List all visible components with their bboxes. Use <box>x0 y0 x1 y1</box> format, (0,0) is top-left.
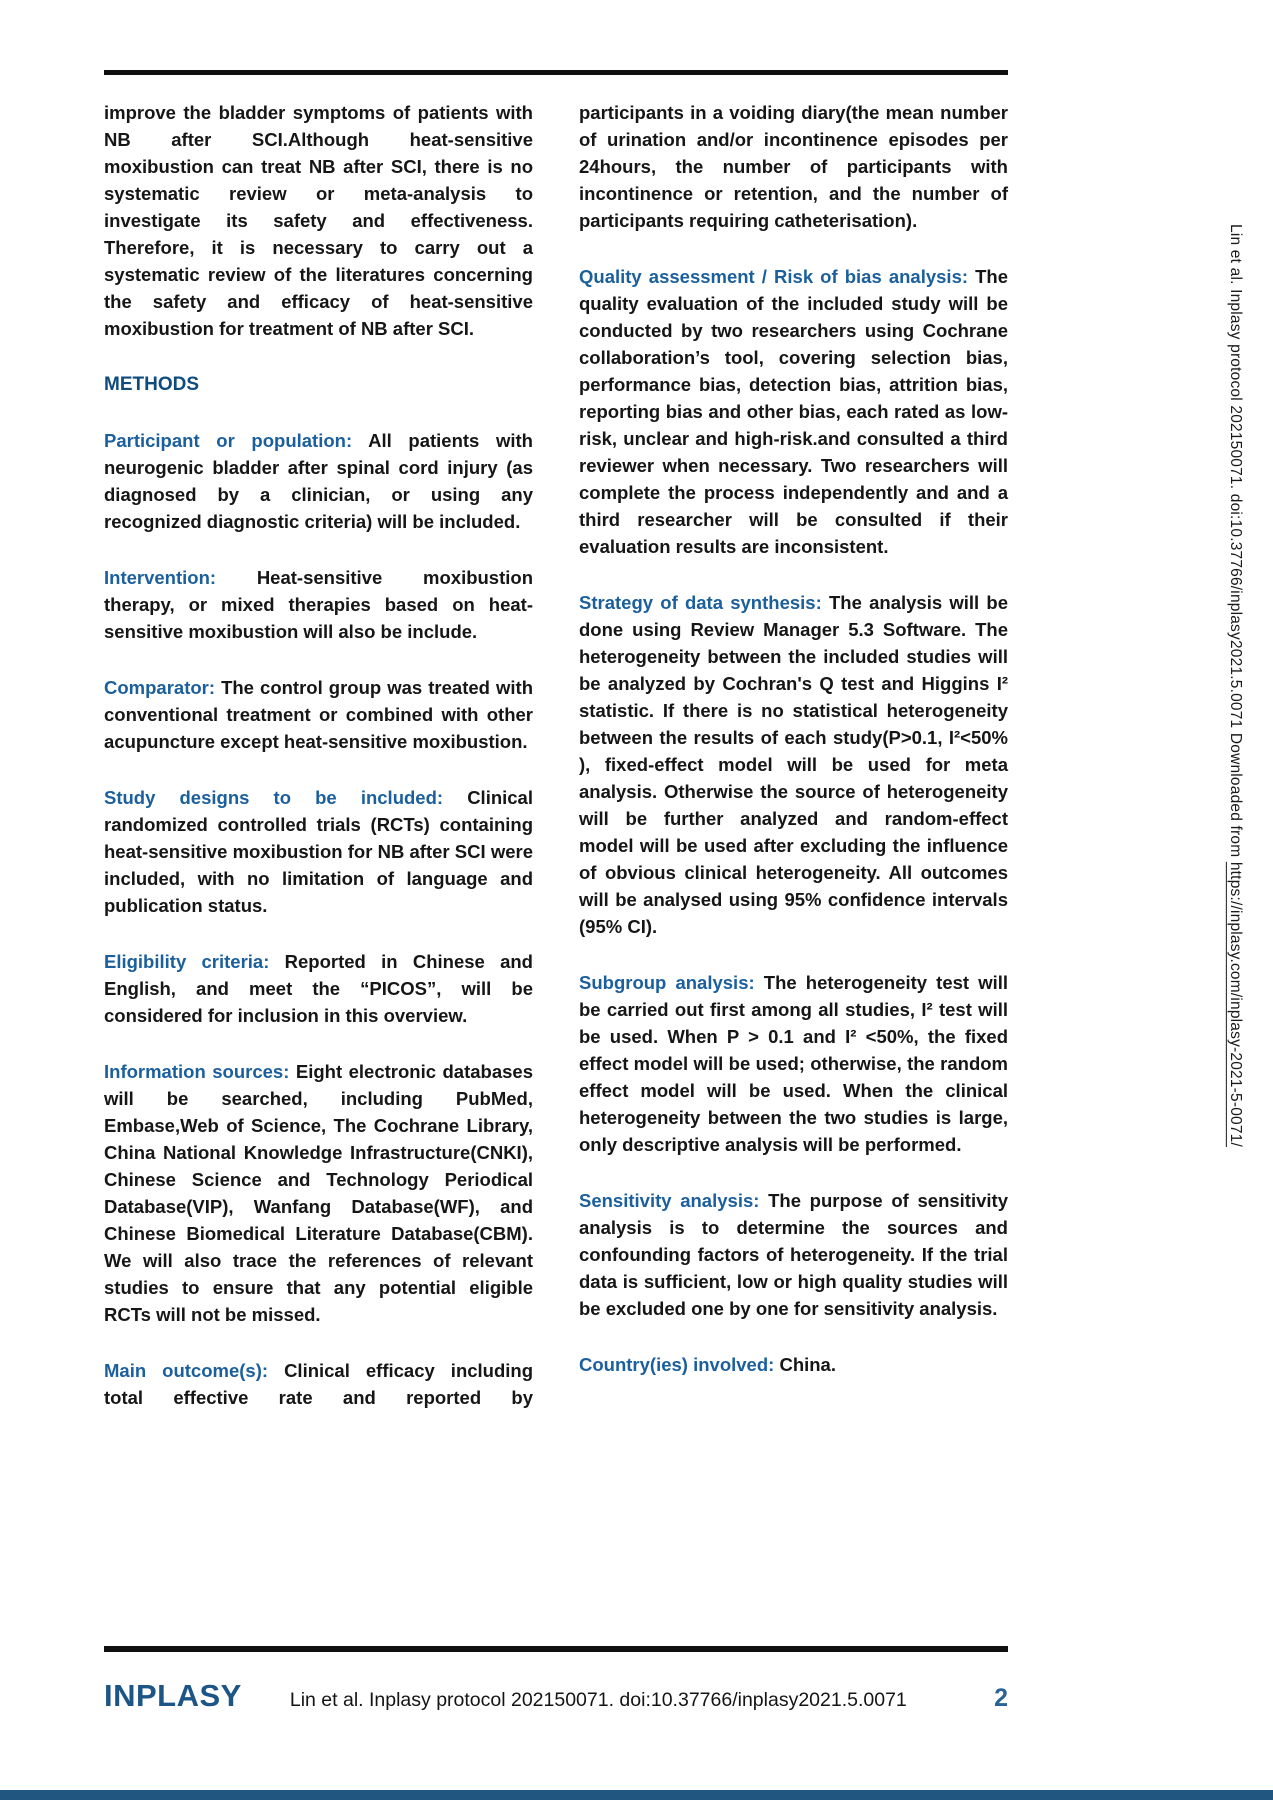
section-label: Sensitivity analysis: <box>579 1190 760 1211</box>
methods-heading: METHODS <box>104 374 199 395</box>
section-text: Clinical efficacy including total effective rate and reported by <box>104 1360 534 1408</box>
section-label: Quality assessment / Risk of bias analysis: <box>579 266 969 287</box>
bottom-bar <box>0 1790 1273 1800</box>
paragraph-text: improve the bladder symptoms of patients with NB after SCI.Although heat-sensitive moxibustion can treat NB after SCI, there is no systematic review or meta-analysis to investigate its safety and effectiveness. Therefore, it is necessary to carry out a systematic review of the literatures concerning the safety and efficacy of heat-sensitive moxibustion for treatment of NB after SCI. <box>104 102 533 339</box>
section-label: Subgroup analysis: <box>579 972 755 993</box>
inplasy-logo: INPLASY <box>104 1678 242 1713</box>
section-text: The analysis will be done using Review Manager 5.3 Software. The heterogeneity between the included studies will be analyzed by Cochran's Q test and Higgins I² statistic. If there is no statistical heterogeneity between the results of each study(P>0.1, I²<50% ), fixed-effect model will be used for meta analysis. Otherwise the source of heterogeneity will be further analyzed and random-effect model will be used after excluding the influence of obvious clinical heterogeneity. All outcomes will be analysed using 95% confidence intervals (95% CI). <box>579 592 1009 937</box>
section-text: The quality evaluation of the included study will be conducted by two researchers using Cochrane collaboration’s tool, covering selection bias, performance bias, detection bias, attrition bias, reporting bias and other bias, each rated as low-risk, unclear and high-risk.and consulted a third reviewer when necessary. Two researchers will complete the process independently and and a third researcher will be consulted if their evaluation results are inconsistent. <box>579 266 1008 557</box>
paragraph-text: participants in a voiding diary(the mean number of urination and/or incontinence episodes per 24hours, the number of participants with incontinence or retention, and the number of participants requiring catheterisation). <box>579 102 1008 231</box>
section-comparator <box>104 674 533 755</box>
section-text: Eight electronic databases will be searched, including PubMed, Embase,Web of Science, The Cochrane Library, China National Knowledge Infrastructure(CNKI), Chinese Science and Technology Periodical Database(VIP), Wanfang Database(WF), and Chinese Biomedical Literature Database(CBM). We will also trace the references of relevant studies to ensure that any potential eligible RCTs will not be missed. <box>104 1061 533 1325</box>
section-text: The heterogeneity test will be carried out first among all studies, I² test will be used. When P > 0.1 and I² <50%, the fixed effect model will be used; otherwise, the random effect model will be used. When the clinical heterogeneity between the two studies is large, only descriptive analysis will be performed. <box>579 972 1009 1155</box>
footer-citation: Lin et al. Inplasy protocol 202150071. doi:10.37766/inplasy2021.5.0071 <box>289 1689 907 1711</box>
section-text: Clinical randomized controlled trials (RCTs) containing heat-sensitive moxibustion for NB after SCI were included, with no limitation of language and publication status. <box>104 787 533 916</box>
continuation-paragraph <box>579 99 1008 234</box>
section-main-outcomes <box>104 1357 533 1411</box>
top-rule <box>104 70 1008 75</box>
section-intervention <box>104 564 533 645</box>
section-quality-assessment <box>579 263 1008 560</box>
section-participant <box>104 427 533 535</box>
left-column <box>104 99 533 1440</box>
section-label: Comparator: <box>104 677 216 698</box>
text-columns <box>104 99 1008 1440</box>
section-text: All patients with neurogenic bladder after spinal cord injury (as diagnosed by a clinician, or using any recognized diagnostic criteria) will be included. <box>104 430 533 532</box>
right-column <box>579 99 1008 1440</box>
section-text: Heat-sensitive moxibustion therapy, or mixed therapies based on heat-sensitive moxibustion will also be include. <box>104 567 533 642</box>
section-text: China. <box>779 1354 836 1375</box>
section-text: Reported in Chinese and English, and meet the “PICOS”, will be considered for inclusion in this overview. <box>104 951 533 1026</box>
footer <box>104 1678 1008 1714</box>
section-information-sources <box>104 1058 533 1328</box>
section-label: Study designs to be included: <box>104 787 444 808</box>
section-label: Participant or population: <box>104 430 353 451</box>
section-label: Eligibility criteria: <box>104 951 270 972</box>
section-label: Country(ies) involved: <box>579 1354 775 1375</box>
footer-rule <box>104 1646 1008 1652</box>
section-country-involved <box>579 1351 1008 1378</box>
section-subgroup-analysis <box>579 969 1008 1158</box>
page-number: 2 <box>994 1684 1008 1712</box>
section-strategy-data-synthesis <box>579 589 1008 940</box>
sidebar-citation <box>1224 224 1246 1147</box>
intro-paragraph <box>104 99 533 342</box>
section-label: Strategy of data synthesis: <box>579 592 822 613</box>
section-label: Main outcome(s): <box>104 1360 269 1381</box>
section-study-designs <box>104 784 533 919</box>
section-text: The control group was treated with conventional treatment or combined with other acupuncture except heat-sensitive moxibustion. <box>104 677 534 752</box>
section-label: Intervention: <box>104 567 217 588</box>
sidebar-citation-link[interactable]: https://inplasy.com/inplasy-2021-5-0071/ <box>1227 861 1244 1147</box>
section-text: The purpose of sensitivity analysis is to determine the sources and confounding factors of heterogeneity. If the trial data is sufficient, low or high quality studies will be excluded one by one for sensitivity analysis. <box>579 1190 1008 1319</box>
section-sensitivity-analysis <box>579 1187 1008 1322</box>
section-label: Information sources: <box>104 1061 290 1082</box>
section-eligibility-criteria <box>104 948 533 1029</box>
sidebar-citation-text: Lin et al. Inplasy protocol 202150071. doi:10.37766/inplasy2021.5.0071 Downloaded from <box>1227 224 1244 862</box>
